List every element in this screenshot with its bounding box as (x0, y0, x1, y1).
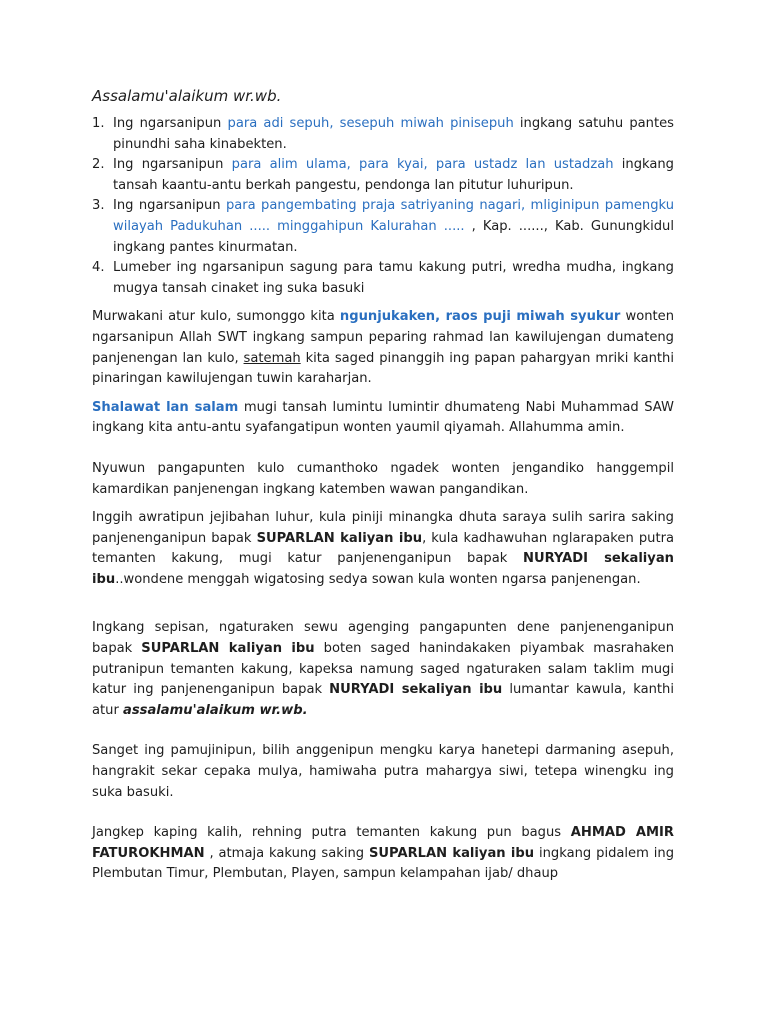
paragraph-prayer (92, 741, 674, 803)
list-item (92, 196, 674, 258)
list-number: 4. (92, 260, 105, 276)
paragraph-second (92, 823, 674, 885)
underlined-text: satemah (243, 350, 301, 366)
list-text: ingkang satuhu pantes pinundhi saha kinabekten. (113, 116, 674, 152)
list-highlight: para alim ulama, para kyai, para ustadz lan ustadzah (231, 157, 614, 173)
text: Murwakani atur kulo, sumonggo kita (92, 309, 340, 325)
list-number: 2. (92, 157, 105, 173)
text: wonten ngarsanipun Allah SWT ingkang sampun peparing rahmad lan kawilujengan dumateng panjenengan lan kulo, (92, 309, 675, 366)
text: lumantar kawula, kanthi atur (92, 682, 674, 718)
highlight-text: ngunjukaken, raos puji miwah syukur (339, 309, 621, 325)
document-page (92, 86, 674, 885)
list-text: Ing ngarsanipun (113, 116, 228, 131)
bold-name: NURYADI sekaliyan ibu (92, 551, 674, 587)
paragraph-opening (92, 307, 674, 389)
list-text: , Kap. ......, Kab. Gunungkidul ingkang pantes kinurmatan. (113, 218, 674, 255)
list-text: ingkang tansah kaantu-antu berkah pangestu, pendonga lan pitutur luhuripun. (113, 157, 674, 193)
text: Sanget ing pamujinipun, bilih anggenipun mengku karya hanetepi darmaning asepuh, hangrakit sekar cepaka mulya, hamiwaha putra mahargya siwi, tetepa winengku ing suka basuki. (92, 743, 674, 800)
text: , kula kadhawuhan nglarapaken putra temanten kakung, mugi katur panjenenganipun bapak (92, 530, 674, 567)
text: Inggih awratipun jejibahan luhur, kula piniji minangka dhuta saraya sulih sarira saking panjenenganipun bapak (92, 510, 674, 546)
highlight-text: Shalawat lan salam (92, 399, 239, 415)
list-text: Ing ngarsanipun (113, 198, 226, 214)
paragraph-duty (92, 508, 674, 590)
bold-name: SUPARLAN kaliyan ibu (141, 641, 315, 657)
list-item (92, 114, 674, 155)
italic-greeting: assalamu'alaikum wr.wb. (123, 702, 308, 718)
text: Nyuwun pangapunten kulo cumanthoko ngadek wonten jengandiko hanggempil kamardikan panjenengan ingkang katemben wawan pangandikan. (92, 460, 674, 497)
list-text: Lumeber ing ngarsanipun sagung para tamu kakung putri, wredha mudha, ingkang mugya tansah cinaket ing suka basuki (113, 260, 674, 296)
text: kita saged pinanggih ing papan pahargyan mriki kanthi pinaringan kawilujengan tuwin karaharjan. (92, 350, 674, 387)
list-item (92, 155, 674, 196)
text: boten saged hanindakaken piyambak masrahaken putranipun temanten kakung, kapeksa namung saged ngaturaken salam taklim mugi katur ing panjenenganipun bapak (92, 641, 674, 698)
text: Jangkep kaping kalih, rehning putra temanten kakung pun bagus (92, 825, 571, 841)
list-item (92, 258, 674, 299)
greeting-heading: Assalamu'alaikum wr.wb. (92, 87, 282, 105)
text: ingkang pidalem ing Plembutan Timur, Plembutan, Playen, sampun kelampahan ijab/ dhaup (92, 845, 675, 882)
list-number: 3. (92, 198, 105, 214)
text: , atmaja kakung saking (204, 845, 369, 861)
list-number: 1. (92, 116, 105, 131)
bold-name: SUPARLAN kaliyan ibu (368, 845, 535, 861)
paragraph-shalawat (92, 398, 674, 439)
list-highlight: para pangembating praja satriyaning nagari, mliginipun pamengku wilayah Padukuhan ..... minggahipun Kalurahan ..... (113, 198, 674, 234)
bold-name: NURYADI sekaliyan ibu (329, 682, 503, 698)
list-text: Ing ngarsanipun (113, 157, 232, 173)
text: mugi tansah lumintu lumintir dhumateng Nabi Muhammad SAW ingkang kita antu-antu syafangatipun wonten yaumil qiyamah. Allahumma amin. (92, 399, 674, 436)
paragraph-apology (92, 459, 674, 500)
salutation-list (92, 114, 674, 299)
text: Ingkang sepisan, ngaturaken sewu agenging pangapunten dene panjenenganipun bapak (92, 620, 674, 657)
bold-name: AHMAD AMIR FATUROKHMAN (92, 825, 675, 861)
bold-name: SUPARLAN kaliyan ibu (256, 530, 423, 546)
list-highlight: para adi sepuh, sesepuh miwah pinisepuh (227, 116, 514, 131)
text: ..wondene menggah wigatosing sedya sowan kula wonten ngarsa panjenengan. (115, 571, 641, 587)
paragraph-first (92, 618, 674, 721)
